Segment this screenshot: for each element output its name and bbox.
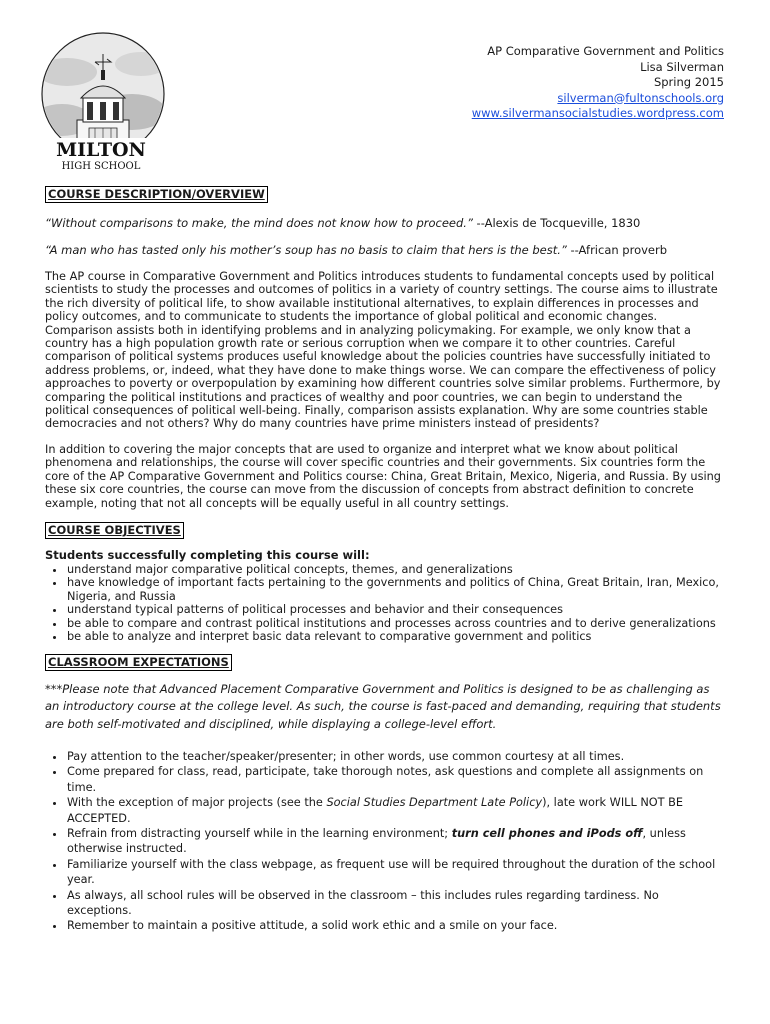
- ap-note: ***Please note that Advanced Placement Comparative Government and Politics is designed to be as challenging as an introductory course at the college level. As such, the course is fast-paced and demanding, requiring that students are both self-motivated and disciplined, while displaying a college-level effort.: [45, 681, 721, 731]
- expectations-list: [45, 749, 725, 934]
- svg-text:MILTON: MILTON: [56, 139, 146, 161]
- quote-proverb: “A man who has tasted only his mother’s soup has no basis to claim that hers is the best.” --African proverb: [45, 243, 668, 257]
- description-paragraph-1: The AP course in Comparative Government and Politics introduces students to fundamental concepts used by political scientists to study the processes and outcomes of politics in a variety of country settings. The course aims to illustrate the rich diversity of political life, to show available institutional alternatives, to explain differences in processes and policy outcomes, and to communicate to students the importance of global political and economic changes. Comparison assists both in identifying problems and in analyzing policymaking. For example, we only know that a country has a high population growth rate or serious corruption when we compare it to other countries. Careful comparison of political systems produces useful knowledge about the policies countries have successfully initiated to address problems, or, indeed, what they have done to make things worse. We can compare the effectiveness of policy approaches to poverty or overpopulation by examining how different countries solve similar problems. Furthermore, by comparing the political institutions and practices of wealthy and poor countries, we can begin to understand the political consequences of political well-being. Finally, comparison assists explanation. Why are some countries stable democracies and not others? Why do many countries have prime ministers instead of presidents?: [45, 270, 721, 431]
- list-item: • Come prepared for class, read, participate, take thorough notes, ask questions and complete all assignments on time.: [66, 764, 725, 795]
- late-policy-reference: Social Studies Department Late Policy: [326, 796, 543, 810]
- milton-high-school-logo: [37, 32, 169, 172]
- list-item: • Remember to maintain a positive attitude, a solid work ethic and a smile on your face.: [66, 918, 725, 933]
- website-link[interactable]: www.silvermansocialstudies.wordpress.com: [471, 106, 724, 120]
- objectives-intro: Students successfully completing this course will:: [45, 547, 370, 562]
- main-content: [45, 183, 725, 934]
- list-item: • Familiarize yourself with the class webpage, as frequent use will be required throughout the duration of the school year.: [66, 857, 725, 888]
- list-item: • Pay attention to the teacher/speaker/presenter; in other words, use common courtesy at all times.: [66, 749, 725, 764]
- objectives-list: [45, 563, 725, 644]
- section-heading-description: COURSE DESCRIPTION/OVERVIEW: [45, 186, 268, 203]
- list-item: • understand typical patterns of political processes and behavior and their consequences: [66, 603, 725, 617]
- teacher-name: Lisa Silverman: [640, 59, 724, 74]
- list-item: • have knowledge of important facts pertaining to the governments and politics of China, Great Britain, Iran, Mexico, Nigeria, and Russia: [66, 576, 725, 603]
- email-link[interactable]: silverman@fultonschools.org: [557, 90, 724, 105]
- cell-phone-rule: turn cell phones and iPods off: [451, 827, 643, 841]
- description-paragraph-2: In addition to covering the major concepts that are used to organize and interpret what we know about political phenomena and relationships, the course will cover specific countries and their governments. Six countries form the core of the AP Comparative Government and Politics course: China, Great Britain, Mexico, Nigeria, and Russia. By using these six core countries, the course can move from the discussion of concepts from abstract definition to concrete example, noting that not all concepts will be equally useful in all country settings.: [45, 442, 721, 510]
- term: Spring 2015: [653, 75, 724, 89]
- section-heading-objectives: COURSE OBJECTIVES: [45, 522, 184, 539]
- course-header: [472, 44, 724, 122]
- list-item: • be able to compare and contrast political institutions and processes across countries and to derive generalizations: [66, 617, 725, 631]
- svg-text:HIGH SCHOOL: HIGH SCHOOL: [61, 161, 141, 172]
- course-title: AP Comparative Government and Politics: [487, 44, 724, 58]
- list-item: • Refrain from distracting yourself while in the learning environment; turn cell phones and iPods off, unless otherwise instructed.: [66, 826, 725, 857]
- list-item: • With the exception of major projects (see the Social Studies Department Late Policy), late work WILL NOT BE ACCEPTED.: [66, 795, 725, 826]
- list-item: • be able to analyze and interpret basic data relevant to comparative government and politics: [66, 630, 725, 644]
- quote-tocqueville: “Without comparisons to make, the mind does not know how to proceed.” --Alexis de Tocqueville, 1830: [45, 216, 641, 230]
- list-item: • As always, all school rules will be observed in the classroom – this includes rules regarding tardiness. No exceptions.: [66, 888, 725, 919]
- section-heading-expectations: CLASSROOM EXPECTATIONS: [45, 654, 232, 671]
- list-item: • understand major comparative political concepts, themes, and generalizations: [66, 563, 725, 577]
